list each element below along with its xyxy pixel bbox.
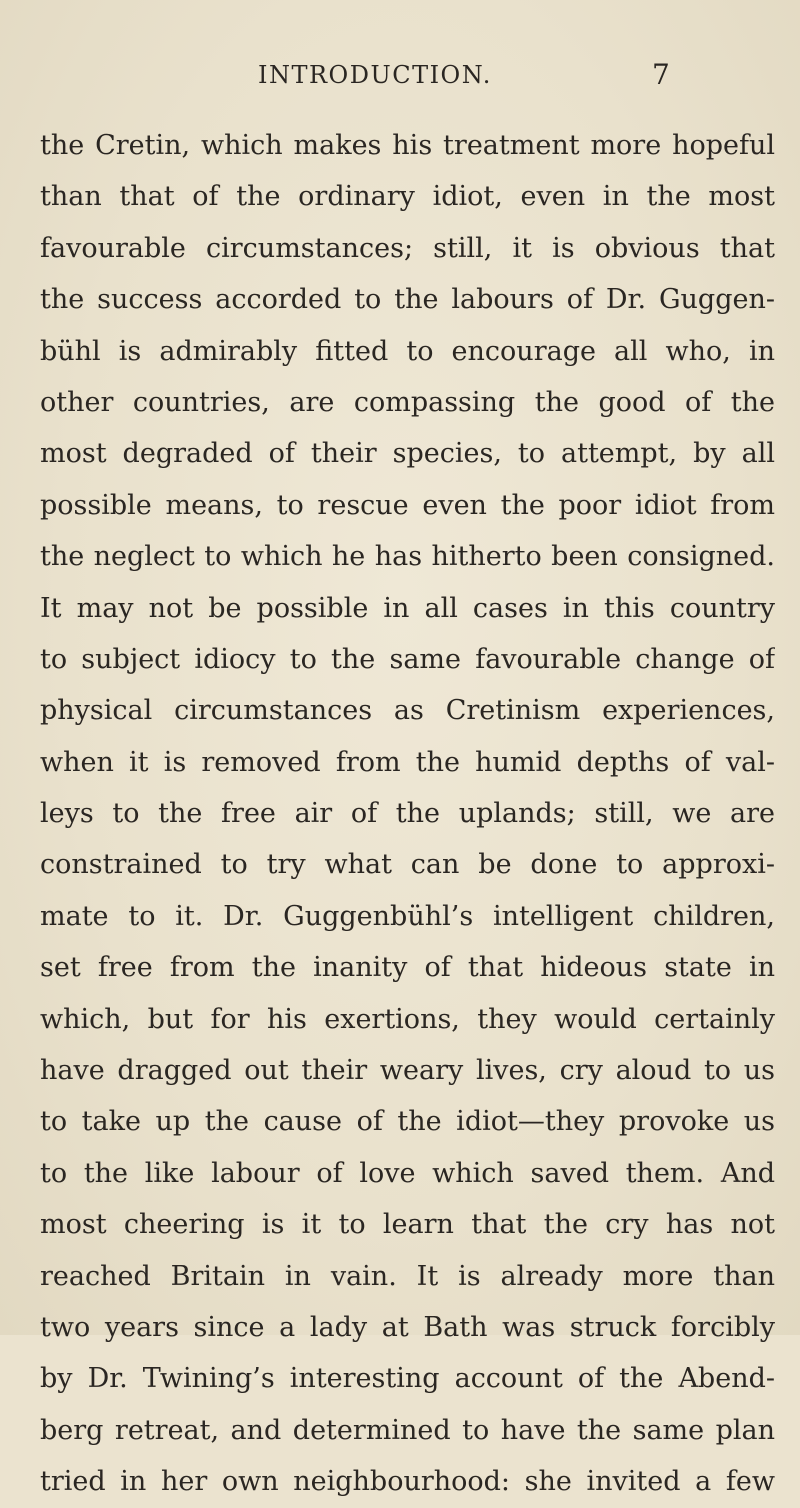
text-line: have dragged out their weary lives, cry aloud to us [40,1055,775,1087]
text-line: to subject idiocy to the same favourable change of [40,643,775,675]
text-line: leys to the free air of the uplands; still, we are [40,798,775,830]
page-header-title: INTRODUCTION. [258,61,492,89]
text-line: most degraded of their species, to attempt, by all [40,438,775,470]
text-line: by Dr. Twining’s interesting account of the Abend- [40,1363,775,1395]
text-line: berg retreat, and determined to have the same plan [40,1414,775,1446]
text-line: mate to it. Dr. Guggenbühl’s intelligent children, [40,900,775,932]
text-line: set free from the inanity of that hideous state in [40,952,775,984]
text-line: to the like labour of love which saved them. And [40,1157,775,1189]
text-line: other countries, are compassing the good of the [40,386,775,418]
text-line: to take up the cause of the idiot—they provoke us [40,1106,775,1138]
text-line: tried in her own neighbourhood: she invited a few [40,1466,775,1498]
text-line: physical circumstances as Cretinism experiences, [40,695,775,727]
text-line: the Cretin, which makes his treatment more hopeful [40,130,775,161]
body-text [40,120,775,1508]
text-line: favourable circumstances; still, it is obvious that [40,232,775,264]
text-line: two years since a lady at Bath was struck forcibly [40,1311,775,1343]
page-number: 7 [652,58,670,91]
text-line: most cheering is it to learn that the cry has not [40,1209,775,1241]
text-line: constrained to try what can be done to approxi- [40,849,775,881]
text-line: than that of the ordinary idiot, even in the most [40,181,775,213]
text-line: the success accorded to the labours of Dr. Guggen- [40,284,775,316]
running-head [0,55,800,95]
text-line: possible means, to rescue even the poor idiot from [40,489,775,521]
text-line: reached Britain in vain. It is already more than [40,1260,775,1292]
text-line: when it is removed from the humid depths of val- [40,746,775,778]
text-line: which, but for his exertions, they would certainly [40,1003,775,1035]
text-line: the neglect to which he has hitherto been consigned. [40,541,775,573]
text-line: bühl is admirably fitted to encourage all who, in [40,335,775,367]
text-line: It may not be possible in all cases in this country [40,592,775,624]
